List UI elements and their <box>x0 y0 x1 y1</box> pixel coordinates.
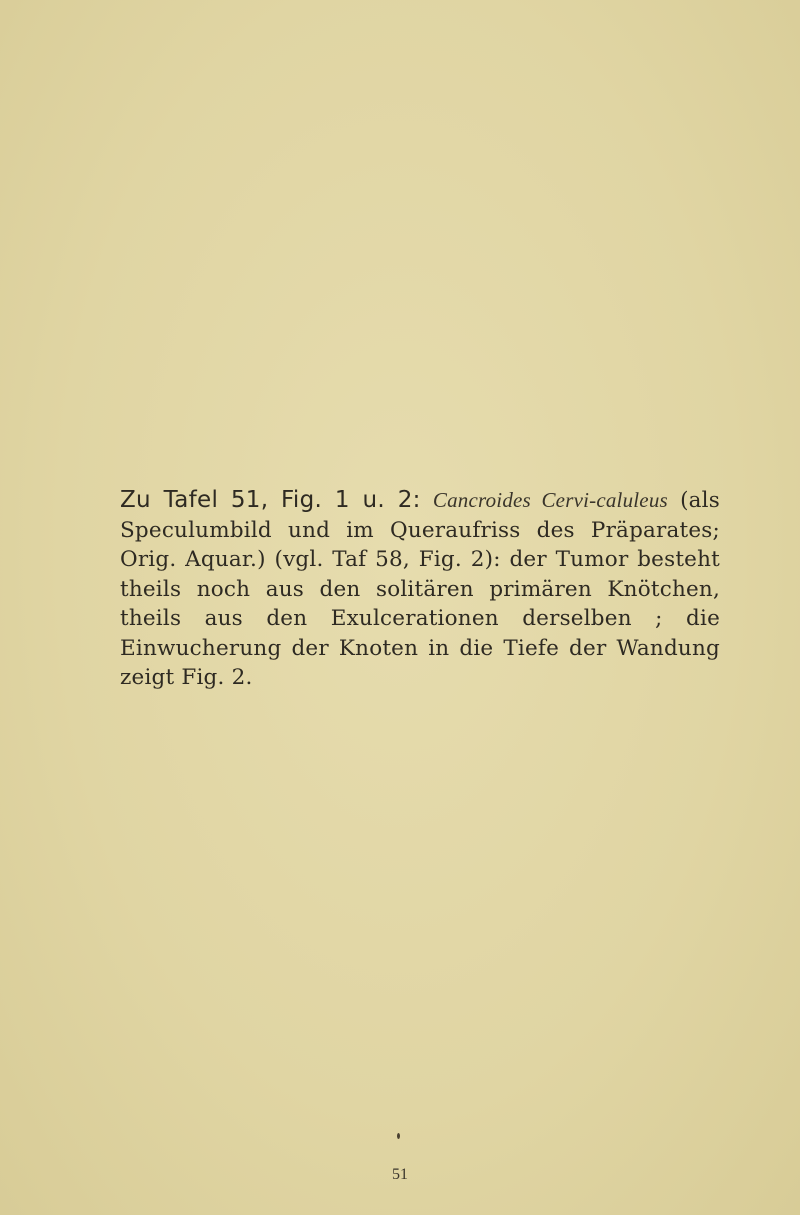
page-number: 51 <box>392 1166 408 1183</box>
caption-body: (als Speculumbild und im Queraufriss des Präparates; Orig. Aquar.) (vgl. Taf 58, Fig. 2): der Tumor besteht theils noch aus den solitären primären Knötchen, theils aus den Exulcerationen derselben ; die Einwucherung der Knoten in die Tiefe der Wandung zeigt Fig. 2. <box>120 488 720 690</box>
caption-heading: Zu Tafel 51, Fig. 1 u. 2: <box>120 487 421 513</box>
ink-speck <box>397 1133 400 1139</box>
plate-caption-paragraph <box>120 486 720 693</box>
caption-title: Cancroides Cervi-caluleus <box>432 488 668 512</box>
